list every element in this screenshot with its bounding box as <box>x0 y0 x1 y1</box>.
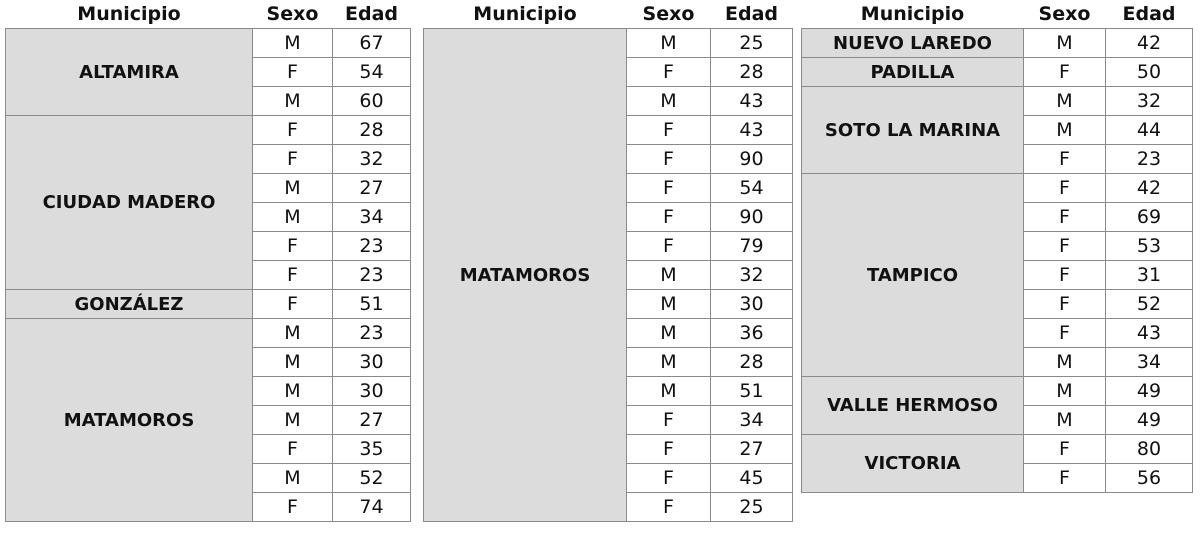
edad-cell: 42 <box>1106 29 1193 58</box>
edad-cell: 74 <box>333 493 411 522</box>
header-municipio: Municipio <box>424 0 627 29</box>
edad-cell: 60 <box>333 87 411 116</box>
header-row <box>6 0 411 29</box>
edad-cell: 43 <box>711 87 793 116</box>
sexo-cell: M <box>627 348 711 377</box>
sexo-cell: F <box>1024 319 1106 348</box>
edad-cell: 32 <box>711 261 793 290</box>
municipio-cell: SOTO LA MARINA <box>802 87 1024 174</box>
sexo-cell: F <box>627 406 711 435</box>
municipio-cell: MATAMOROS <box>424 29 627 522</box>
edad-cell: 43 <box>711 116 793 145</box>
sexo-cell: M <box>253 29 333 58</box>
sexo-cell: F <box>1024 174 1106 203</box>
edad-cell: 31 <box>1106 261 1193 290</box>
header-municipio: Municipio <box>802 0 1024 29</box>
sexo-cell: M <box>1024 87 1106 116</box>
header-sexo: Sexo <box>1024 0 1106 29</box>
municipio-cell: VALLE HERMOSO <box>802 377 1024 435</box>
sexo-cell: F <box>1024 464 1106 493</box>
edad-cell: 30 <box>711 290 793 319</box>
sexo-cell: F <box>627 145 711 174</box>
sexo-cell: F <box>253 232 333 261</box>
edad-cell: 67 <box>333 29 411 58</box>
sexo-cell: F <box>1024 58 1106 87</box>
sexo-cell: F <box>1024 232 1106 261</box>
table-row <box>802 377 1193 406</box>
sexo-cell: F <box>627 464 711 493</box>
edad-cell: 23 <box>333 232 411 261</box>
municipio-cell: NUEVO LAREDO <box>802 29 1024 58</box>
sexo-cell: F <box>1024 145 1106 174</box>
table-row <box>6 29 411 58</box>
municipio-cell: GONZÁLEZ <box>6 290 253 319</box>
sexo-cell: M <box>627 261 711 290</box>
sexo-cell: F <box>1024 290 1106 319</box>
header-row <box>802 0 1193 29</box>
edad-cell: 43 <box>1106 319 1193 348</box>
edad-cell: 54 <box>333 58 411 87</box>
sexo-cell: F <box>627 493 711 522</box>
sexo-cell: F <box>253 261 333 290</box>
sexo-cell: M <box>1024 406 1106 435</box>
edad-cell: 23 <box>1106 145 1193 174</box>
sexo-cell: M <box>253 203 333 232</box>
edad-cell: 28 <box>711 348 793 377</box>
edad-cell: 34 <box>333 203 411 232</box>
municipio-cell: MATAMOROS <box>6 319 253 522</box>
municipio-cell: VICTORIA <box>802 435 1024 493</box>
sexo-cell: F <box>627 203 711 232</box>
edad-cell: 34 <box>711 406 793 435</box>
table-row <box>6 290 411 319</box>
header-edad: Edad <box>333 0 411 29</box>
edad-cell: 28 <box>711 58 793 87</box>
sexo-cell: M <box>627 377 711 406</box>
edad-cell: 80 <box>1106 435 1193 464</box>
edad-cell: 52 <box>1106 290 1193 319</box>
sexo-cell: M <box>253 348 333 377</box>
sexo-cell: F <box>627 174 711 203</box>
edad-cell: 25 <box>711 29 793 58</box>
municipio-cell: ALTAMIRA <box>6 29 253 116</box>
sexo-cell: M <box>1024 377 1106 406</box>
edad-cell: 23 <box>333 319 411 348</box>
edad-cell: 34 <box>1106 348 1193 377</box>
sexo-cell: M <box>627 29 711 58</box>
edad-cell: 90 <box>711 145 793 174</box>
header-edad: Edad <box>1106 0 1193 29</box>
edad-cell: 32 <box>1106 87 1193 116</box>
sexo-cell: M <box>253 87 333 116</box>
edad-cell: 56 <box>1106 464 1193 493</box>
edad-cell: 50 <box>1106 58 1193 87</box>
table-row <box>6 319 411 348</box>
edad-cell: 25 <box>711 493 793 522</box>
edad-cell: 90 <box>711 203 793 232</box>
edad-cell: 27 <box>333 174 411 203</box>
header-edad: Edad <box>711 0 793 29</box>
sexo-cell: M <box>253 319 333 348</box>
table-row <box>802 87 1193 116</box>
edad-cell: 49 <box>1106 406 1193 435</box>
edad-cell: 30 <box>333 377 411 406</box>
municipio-cell: CIUDAD MADERO <box>6 116 253 290</box>
edad-cell: 51 <box>711 377 793 406</box>
sexo-cell: F <box>253 290 333 319</box>
sexo-cell: M <box>627 290 711 319</box>
sexo-cell: M <box>253 464 333 493</box>
sexo-cell: F <box>253 493 333 522</box>
sexo-cell: F <box>627 435 711 464</box>
sexo-cell: F <box>1024 203 1106 232</box>
header-row <box>424 0 793 29</box>
edad-cell: 30 <box>333 348 411 377</box>
data-table-1 <box>5 0 411 522</box>
edad-cell: 42 <box>1106 174 1193 203</box>
sexo-cell: F <box>253 116 333 145</box>
edad-cell: 52 <box>333 464 411 493</box>
edad-cell: 69 <box>1106 203 1193 232</box>
edad-cell: 49 <box>1106 377 1193 406</box>
municipio-cell: PADILLA <box>802 58 1024 87</box>
sexo-cell: F <box>1024 435 1106 464</box>
edad-cell: 23 <box>333 261 411 290</box>
edad-cell: 28 <box>333 116 411 145</box>
table-row <box>802 58 1193 87</box>
sexo-cell: F <box>253 58 333 87</box>
edad-cell: 79 <box>711 232 793 261</box>
sexo-cell: F <box>627 116 711 145</box>
table-row <box>802 174 1193 203</box>
edad-cell: 36 <box>711 319 793 348</box>
sexo-cell: M <box>1024 29 1106 58</box>
sexo-cell: M <box>1024 348 1106 377</box>
sexo-cell: M <box>253 377 333 406</box>
edad-cell: 53 <box>1106 232 1193 261</box>
sexo-cell: M <box>627 319 711 348</box>
sexo-cell: F <box>253 435 333 464</box>
edad-cell: 27 <box>711 435 793 464</box>
municipio-cell: TAMPICO <box>802 174 1024 377</box>
sexo-cell: M <box>1024 116 1106 145</box>
data-table-2 <box>423 0 793 522</box>
sexo-cell: M <box>253 406 333 435</box>
edad-cell: 32 <box>333 145 411 174</box>
edad-cell: 54 <box>711 174 793 203</box>
sexo-cell: F <box>627 58 711 87</box>
sexo-cell: F <box>1024 261 1106 290</box>
header-sexo: Sexo <box>627 0 711 29</box>
sexo-cell: M <box>627 87 711 116</box>
data-table-3 <box>801 0 1193 493</box>
edad-cell: 35 <box>333 435 411 464</box>
header-sexo: Sexo <box>253 0 333 29</box>
table-row <box>802 435 1193 464</box>
table-row <box>6 116 411 145</box>
sexo-cell: M <box>253 174 333 203</box>
table-row <box>802 29 1193 58</box>
sexo-cell: F <box>253 145 333 174</box>
edad-cell: 45 <box>711 464 793 493</box>
table-row <box>424 29 793 58</box>
edad-cell: 44 <box>1106 116 1193 145</box>
sexo-cell: F <box>627 232 711 261</box>
edad-cell: 51 <box>333 290 411 319</box>
edad-cell: 27 <box>333 406 411 435</box>
header-municipio: Municipio <box>6 0 253 29</box>
